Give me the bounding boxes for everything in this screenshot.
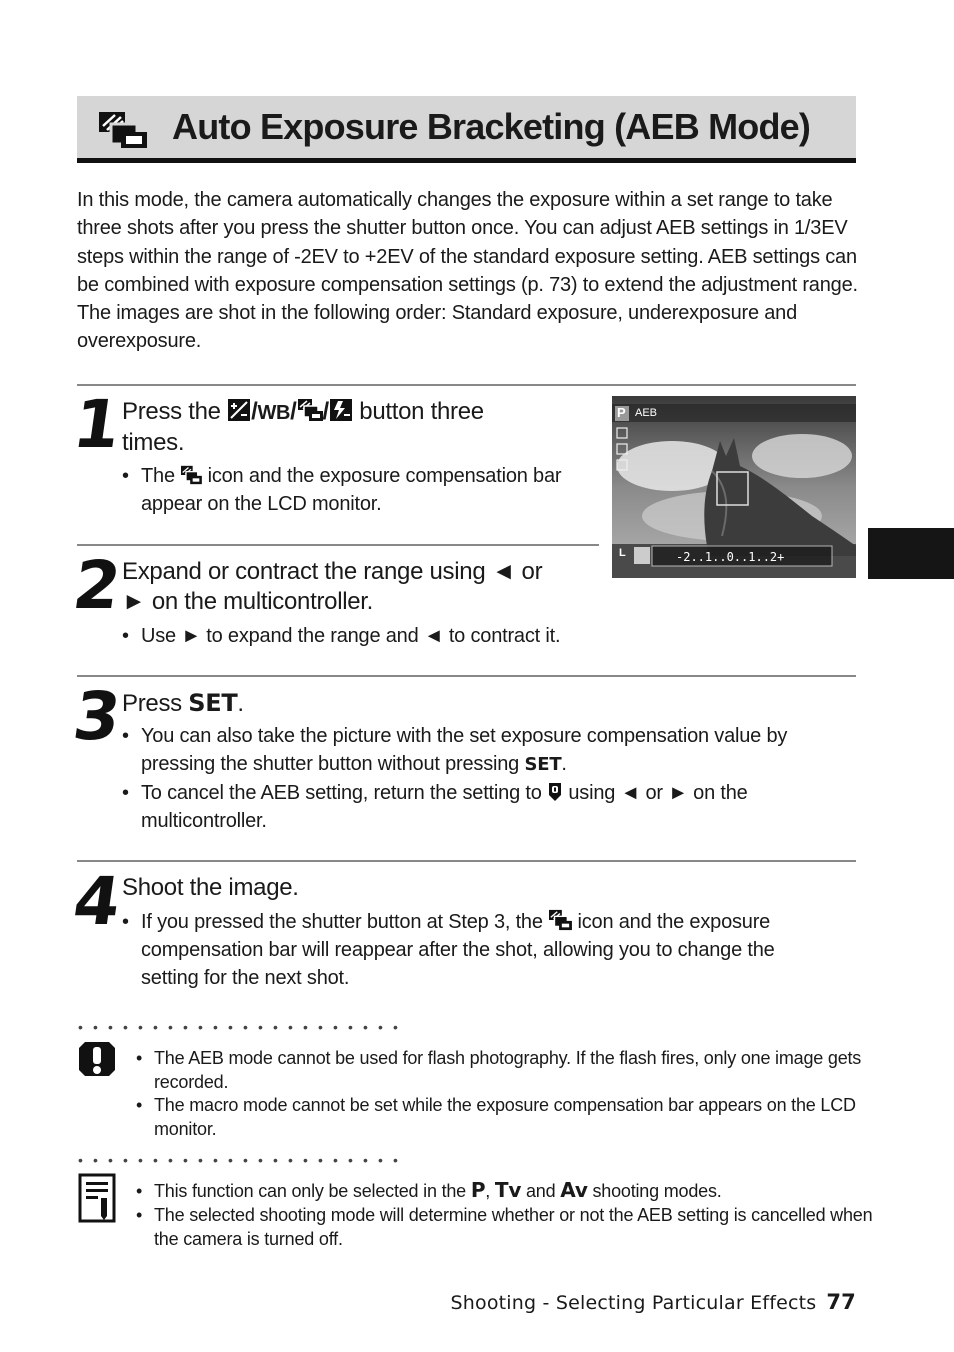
step-1-bullet: • The icon and the exposure compensation bar appear on the LCD monitor. bbox=[122, 462, 621, 518]
chapter-tab bbox=[868, 528, 954, 579]
exposure-comp-icon bbox=[227, 398, 251, 422]
lcd-quality: L bbox=[619, 547, 626, 559]
lcd-mode: P bbox=[617, 405, 626, 420]
step-2-heading: Expand or contract the range using ◄ or bbox=[122, 558, 543, 585]
memo-item-2: • The selected shooting mode will determine whether or not the AEB setting is cancelled when the camera is turned off. bbox=[136, 1203, 874, 1251]
set-button-label: SET bbox=[188, 689, 238, 717]
step-1-heading: Press the /WB/ / button three bbox=[122, 398, 484, 425]
step-1-heading-line2: times. bbox=[122, 429, 185, 456]
memo-item-1: • This function can only be selected in the P, Tv and Av shooting modes. bbox=[136, 1178, 874, 1203]
step-3-bullet-2: • To cancel the AEB setting, return the setting to using ◄ or ► on the multicontroller. bbox=[122, 779, 871, 835]
mode-tv: Tv bbox=[494, 1178, 522, 1202]
caution-item-1: • The AEB mode cannot be used for flash photography. If the flash fires, only one image gets recorded. bbox=[136, 1046, 874, 1094]
step-2-heading-line2: ► on the multicontroller. bbox=[122, 588, 374, 615]
page-title: Auto Exposure Bracketing (AEB Mode) bbox=[172, 106, 811, 147]
step-number-2: 2 bbox=[68, 547, 123, 624]
page-number: 77 bbox=[826, 1290, 856, 1314]
step-divider bbox=[77, 675, 856, 677]
mode-p: P bbox=[470, 1178, 486, 1202]
step-4-heading: Shoot the image. bbox=[122, 874, 299, 901]
lcd-exposure-scale: -2..1..0..1..2+ bbox=[676, 550, 785, 564]
step-4-bullet: • If you pressed the shutter button at Step 3, the icon and the exposure compensation bar will reappear after the shot, allowing you to change the setting for the next shot. bbox=[122, 908, 871, 992]
wb-icon: WB bbox=[257, 402, 291, 424]
aeb-icon bbox=[297, 398, 323, 422]
memo-icon bbox=[77, 1172, 117, 1224]
dotted-separator: •••••••••••••••••••••• bbox=[78, 1019, 409, 1035]
step-number-1: 1 bbox=[68, 386, 123, 463]
aeb-icon bbox=[548, 909, 572, 931]
step-2-bullet: • Use ► to expand the range and ◄ to contract it. bbox=[122, 622, 661, 650]
intro-paragraph: In this mode, the camera automatically changes the exposure within a set range to take three shots after you press the shutter button once. You can adjust AEB settings in 1/3EV steps within the range of -2EV to +2EV of the standard exposure setting. AEB settings can be combined with exposure compensation settings (p. 73) to extend the adjustment range. The images are shot in the following order: Standard exposure, underexposure and overexposure. bbox=[77, 189, 858, 353]
step-number-3: 3 bbox=[68, 678, 123, 755]
dotted-separator: •••••••••••••••••••••• bbox=[78, 1152, 409, 1168]
step-3-bullet-1: • You can also take the picture with the set exposure compensation value by pressing the shutter button without pressing SET. bbox=[122, 722, 871, 779]
caution-icon bbox=[77, 1040, 117, 1080]
step-divider bbox=[77, 860, 856, 862]
mode-av: Av bbox=[560, 1178, 588, 1202]
aeb-icon bbox=[180, 465, 202, 485]
page-footer bbox=[451, 1290, 857, 1314]
step-3-heading: Press SET. bbox=[122, 689, 244, 717]
footer-section: Shooting - Selecting Particular Effects bbox=[450, 1292, 817, 1314]
flash-comp-icon bbox=[329, 398, 353, 422]
title-bar bbox=[77, 96, 856, 163]
caution-item-2: • The macro mode cannot be set while the exposure compensation bar appears on the LCD monitor. bbox=[136, 1093, 874, 1141]
step-number-4: 4 bbox=[68, 863, 123, 940]
step-divider bbox=[77, 384, 856, 386]
lcd-aeb-label: AEB bbox=[635, 407, 658, 419]
step-divider bbox=[77, 544, 599, 546]
aeb-icon bbox=[97, 110, 147, 148]
standard-exposure-icon bbox=[547, 782, 563, 802]
lcd-monitor-illustration bbox=[612, 396, 856, 578]
